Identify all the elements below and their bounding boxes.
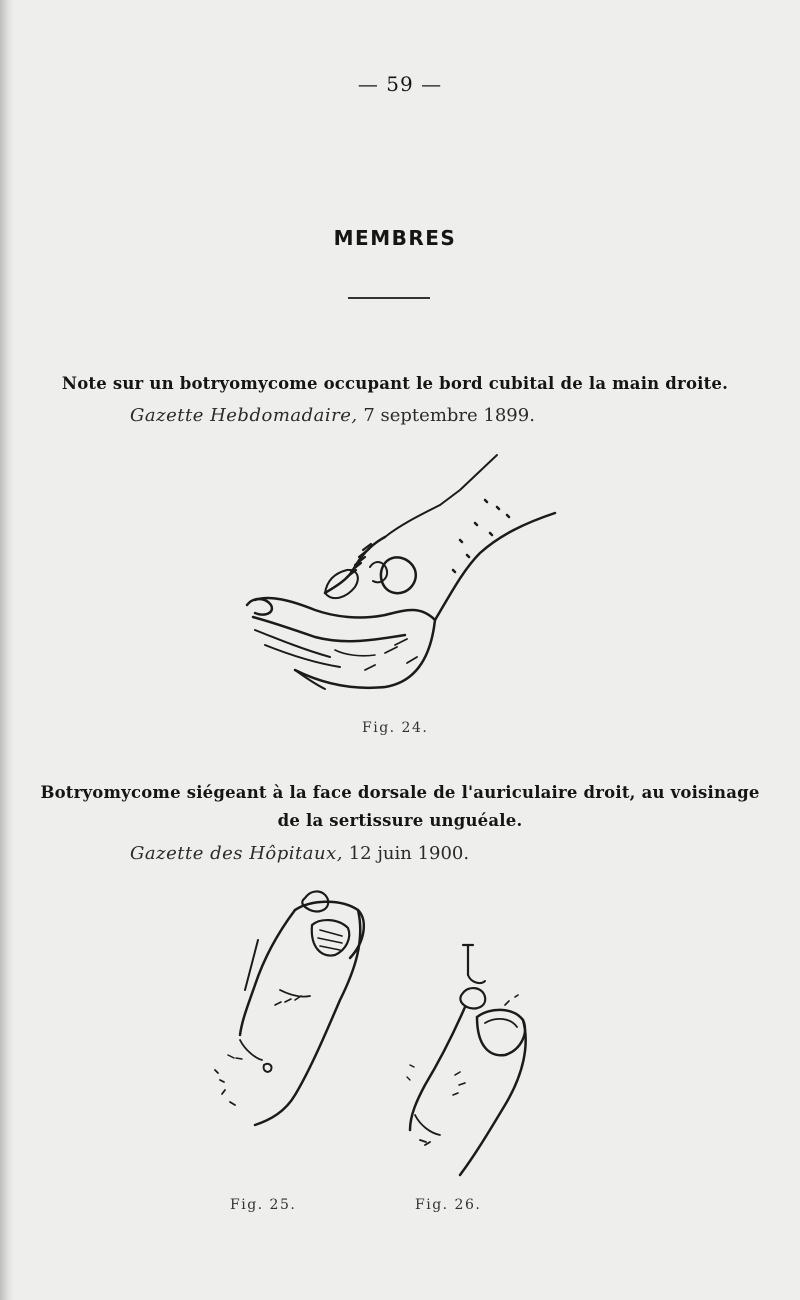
figure-24-caption: Fig. 24. (362, 720, 429, 736)
figure-25-caption: Fig. 25. (230, 1197, 297, 1213)
figure-25-finger-drawing (200, 880, 380, 1140)
entry-1-journal: Gazette Hebdomadaire, (130, 405, 358, 426)
entry-2-journal: Gazette des Hôpitaux, (130, 843, 343, 864)
entry-1-title: Note sur un botryomycome occupant le bord cubital de la main droite. (61, 374, 729, 393)
page-edge-shadow (0, 0, 14, 1300)
entry-1-date: 7 septembre 1899. (363, 405, 535, 426)
figure-26-caption: Fig. 26. (415, 1197, 482, 1213)
title-divider (348, 297, 430, 299)
figure-24-hand-drawing (235, 445, 565, 705)
entry-2-title: Botryomycome siégeant à la face dorsale de l'auriculaire droit, au voisinage de la sertissure unguéale. (40, 783, 760, 830)
figure-26-finger-drawing (395, 935, 555, 1185)
section-title: MEMBRES (333, 226, 457, 250)
entry-2-date: 12 juin 1900. (348, 843, 470, 864)
entry-1-citation (130, 405, 535, 426)
page-number: — 59 — (357, 72, 443, 96)
entry-2-citation (130, 843, 469, 864)
